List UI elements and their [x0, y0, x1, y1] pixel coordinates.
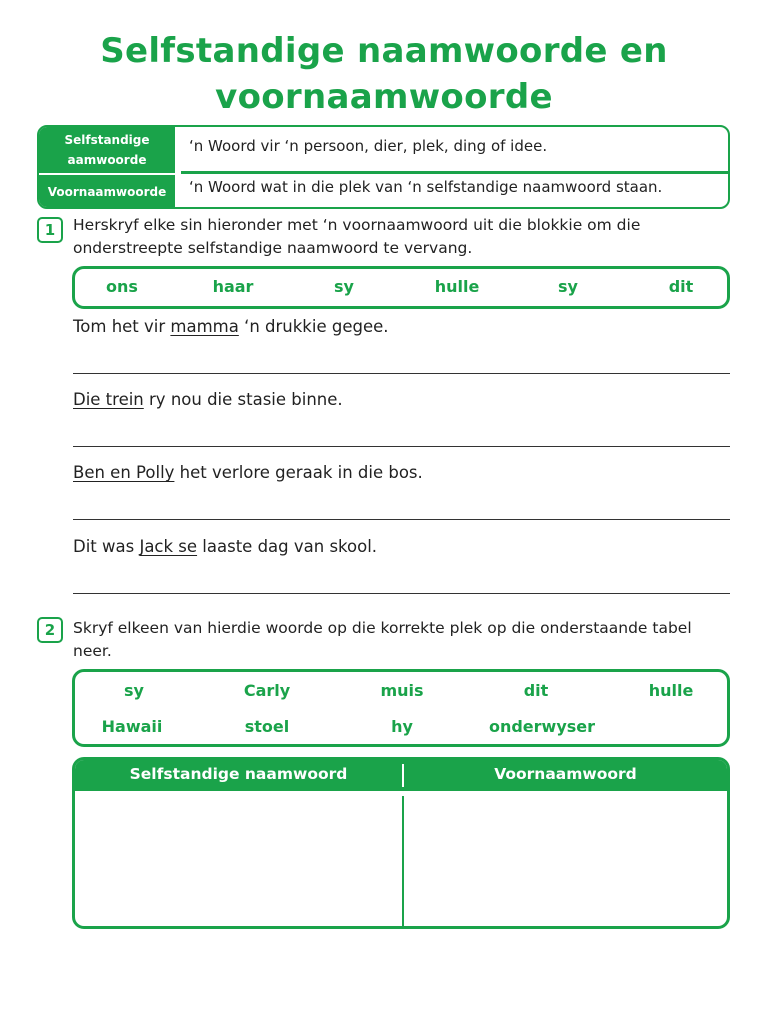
definitions-box: [37, 125, 730, 209]
word-bank-item: hulle: [648, 681, 694, 700]
question-2-word-bank: [72, 669, 730, 747]
word-bank-item: stoel: [244, 717, 290, 736]
definition-text-pronouns: ‘n Woord wat in die plek van ‘n selfstandige naamwoord staan.: [189, 178, 663, 196]
word-bank-item: sy: [334, 277, 354, 296]
answer-line-2[interactable]: [73, 446, 730, 447]
sentence-text: Dit was: [73, 537, 140, 556]
sorting-table: [72, 757, 730, 929]
answer-line-4[interactable]: [73, 593, 730, 594]
word-bank-item: muis: [380, 681, 424, 700]
sentence-text: ‘n drukkie gegee.: [238, 317, 389, 336]
sentence-text: laaste dag van skool.: [197, 537, 378, 556]
word-bank-item: sy: [124, 681, 144, 700]
question-1-number: 1: [37, 217, 63, 243]
sentence-text: ry nou die stasie binne.: [143, 390, 343, 409]
sentence-3: [73, 463, 423, 482]
definitions-row-divider: [181, 171, 730, 174]
word-bank-item: dit: [523, 681, 549, 700]
page-title: [0, 28, 768, 120]
word-bank-item: Carly: [243, 681, 291, 700]
sentence-4: [73, 537, 377, 556]
definition-term-nouns: Selfstandige aamwoorde: [64, 133, 150, 167]
definition-term-pronouns: Voornaamwoorde: [47, 185, 167, 199]
table-header-pronouns: Voornaamwoord: [494, 765, 637, 783]
sentence-text: het verlore geraak in die bos.: [174, 463, 423, 482]
sentence-2: [73, 390, 343, 409]
word-bank-item: sy: [558, 277, 578, 296]
sentence-underlined-noun: mamma: [170, 317, 239, 336]
word-bank-item: hy: [391, 717, 413, 736]
page-title-line2: voornaamwoorde: [215, 77, 553, 117]
sentence-underlined-noun: Ben en Polly: [73, 463, 175, 482]
sentence-underlined-noun: Jack se: [139, 537, 198, 556]
table-column-divider: [402, 796, 404, 926]
question-2-instruction: Skryf elkeen van hierdie woorde op die korrekte plek op die onderstaande tabel neer.: [73, 619, 692, 660]
table-header-nouns: Selfstandige naamwoord: [129, 765, 348, 783]
question-2-number: 2: [37, 617, 63, 643]
definition-text-nouns: ‘n Woord vir ‘n persoon, dier, plek, ding of idee.: [189, 137, 548, 155]
sentence-1: [73, 317, 389, 336]
word-bank-item: hulle: [434, 277, 480, 296]
page-title-line1: Selfstandige naamwoorde en: [100, 31, 668, 71]
question-1-word-bank: [72, 266, 730, 309]
word-bank-item: ons: [106, 277, 138, 296]
word-bank-item: Hawaii: [101, 717, 163, 736]
answer-line-1[interactable]: [73, 373, 730, 374]
word-bank-item: dit: [668, 277, 694, 296]
word-bank-item: haar: [212, 277, 254, 296]
sentence-text: Tom het vir: [73, 317, 171, 336]
word-bank-item: onderwyser: [488, 717, 596, 736]
question-1-instruction: Herskryf elke sin hieronder met ‘n voornaamwoord uit die blokkie om die onderstreepte selfstandige naamwoord te vervang.: [73, 216, 641, 257]
answer-line-3[interactable]: [73, 519, 730, 520]
sentence-underlined-noun: Die trein: [73, 390, 144, 409]
